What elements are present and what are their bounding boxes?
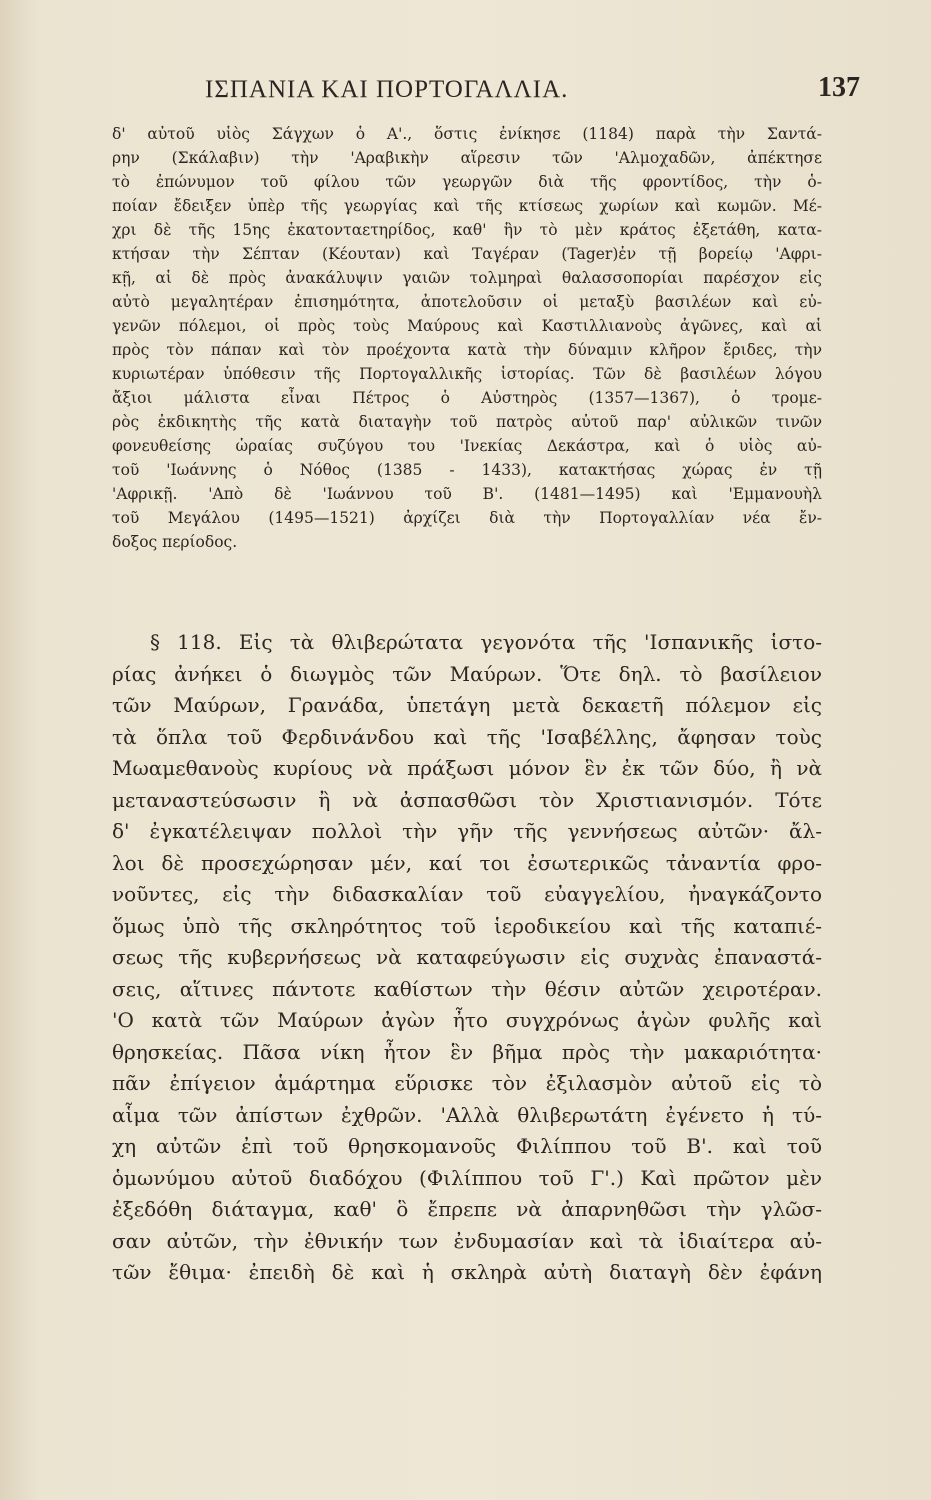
page-number: 137: [818, 72, 860, 103]
text-line: χη αὐτῶν ἐπὶ τοῦ θρησκομανοῦς Φιλίππου τοῦ Β'. καὶ τοῦ: [112, 1134, 822, 1158]
text-line: τῶν ἔθιμα· ἐπειδὴ δὲ καὶ ἡ σκληρὰ αὐτὴ διαταγὴ δὲν ἐφάνη: [112, 1260, 822, 1284]
text-line: θρησκείας. Πᾶσα νίκη ἦτον ἓν βῆμα πρὸς τὴν μακαριότητα·: [112, 1039, 822, 1064]
section-118-paragraph: [112, 627, 822, 1289]
text-line: τοῦ 'Ιωάννης ὁ Νόθος (1385 - 1433), κατακτήσας χώρας ἐν τῇ: [112, 461, 822, 479]
text-line: γενῶν πόλεμοι, οἱ πρὸς τοὺς Μαύρους καὶ Καστιλλιανοὺς ἀγῶνες, καὶ αἱ: [112, 317, 822, 335]
text-line: 'Ο κατὰ τῶν Μαύρων ἀγὼν ἦτο συγχρόνως ἀγὼν φυλῆς καὶ: [112, 1008, 822, 1032]
text-line: τῶν Μαύρων, Γρανάδα, ὑπετάγη μετὰ δεκαετῆ πόλεμον εἰς: [112, 693, 822, 717]
text-line: 'Αφρικῇ. 'Απὸ δὲ 'Ιωάννου τοῦ Β'. (1481—1495) καὶ 'Εμμανουὴλ: [112, 485, 822, 503]
text-line: αὐτὸ μεγαλητέραν ἐπισημότητα, ἀποτελοῦσιν οἱ μεταξὺ βασιλέων καὶ εὐ-: [112, 293, 822, 311]
text-line: δ' ἐγκατέλειψαν πολλοὶ τὴν γῆν τῆς γεννήσεως αὐτῶν· ἄλ-: [112, 819, 822, 843]
text-line: ρὸς ἐκδικητὴς τῆς κατὰ διαταγὴν τοῦ πατρὸς αὐτοῦ παρ' αὐλικῶν τινῶν: [112, 413, 822, 431]
text-line: § 118. Εἰς τὰ θλιβερώτατα γεγονότα τῆς 'Ισπανικῆς ἱστο-: [150, 630, 822, 654]
text-line: ἐξεδόθη διάταγμα, καθ' ὃ ἔπρεπε νὰ ἀπαρνηθῶσι τὴν γλῶσ-: [112, 1197, 822, 1221]
text-line: ὁμωνύμου αὐτοῦ διαδόχου (Φιλίππου τοῦ Γ'.) Καὶ πρῶτον μὲν: [112, 1165, 822, 1190]
text-line: ρην (Σκάλαβιν) τὴν 'Αραβικὴν αἵρεσιν τῶν 'Αλμοχαδῶν, ἀπέκτησε: [112, 149, 822, 167]
text-line: σαν αὐτῶν, τὴν ἐθνικήν των ἐνδυμασίαν καὶ τὰ ἰδιαίτερα αὐ-: [112, 1228, 822, 1253]
text-line: νοῦντες, εἰς τὴν διδασκαλίαν τοῦ εὐαγγελίου, ἠναγκάζοντο: [112, 882, 822, 906]
text-line: φονευθείσης ὡραίας συζύγου του 'Ινεκίας Δεκάστρα, καὶ ὁ υἱὸς αὐ-: [112, 437, 822, 455]
text-line: λοι δὲ προσεχώρησαν μέν, καί τοι ἐσωτερικῶς τἀναντία φρο-: [112, 850, 822, 875]
text-line: πᾶν ἐπίγειον ἁμάρτημα εὕρισκε τὸν ἐξιλασμὸν αὐτοῦ εἰς τὸ: [112, 1071, 822, 1095]
small-print-paragraph: [112, 122, 822, 554]
running-title: ΙΣΠΑΝΙΑ ΚΑΙ ΠΟΡΤΟΓΑΛΛΙΑ.: [205, 76, 569, 103]
text-line: ἄξιοι μάλιστα εἶναι Πέτρος ὁ Αὐστηρὸς (1357—1367), ὁ τρομε-: [112, 389, 822, 407]
text-line: τὸ ἐπώνυμον τοῦ φίλου τῶν γεωργῶν διὰ τῆς φροντίδος, τὴν ὁ-: [112, 173, 822, 191]
text-line: ὅμως ὑπὸ τῆς σκληρότητος τοῦ ἱεροδικείου καὶ τῆς καταπιέ-: [112, 913, 822, 938]
text-line: δοξος περίοδος.: [112, 533, 238, 551]
text-line: χρι δὲ τῆς 15ης ἑκατονταετηρίδος, καθ' ἣν τὸ μὲν κράτος ἐξετάθη, κατα-: [112, 221, 822, 239]
text-line: αἷμα τῶν ἀπίστων ἐχθρῶν. 'Αλλὰ θλιβερωτάτη ἐγένετο ἡ τύ-: [112, 1102, 822, 1127]
text-line: τοῦ Μεγάλου (1495—1521) ἀρχίζει διὰ τὴν Πορτογαλλίαν νέα ἔν-: [112, 509, 822, 527]
text-line: Μωαμεθανοὺς κυρίους νὰ πράξωσι μόνον ἓν ἐκ τῶν δύο, ἢ νὰ: [112, 756, 822, 780]
text-line: κτήσαν τὴν Σέπταν (Κέουταν) καὶ Ταγέραν (Tager)ἐν τῇ βορείῳ 'Αφρι-: [112, 245, 822, 263]
text-line: πρὸς τὸν πάπαν καὶ τὸν προέχοντα κατὰ τὴν δύναμιν κλῆρον ἔριδες, τὴν: [112, 341, 822, 359]
text-line: μεταναστεύσωσιν ἢ νὰ ἀσπασθῶσι τὸν Χριστιανισμόν. Τότε: [112, 787, 822, 812]
text-line: δ' αὐτοῦ υἱὸς Σάγχων ὁ Α'., ὅστις ἐνίκησε (1184) παρὰ τὴν Σαντά-: [112, 125, 822, 143]
text-line: κῇ, αἱ δὲ πρὸς ἀνακάλυψιν γαιῶν τολμηραὶ θαλασσοπορίαι παρέσχον εἰς: [112, 269, 822, 287]
text-line: κυριωτέραν ὑπόθεσιν τῆς Πορτογαλλικῆς ἱστορίας. Τῶν δὲ βασιλέων λόγου: [112, 365, 822, 383]
text-line: σεως τῆς κυβερνήσεως νὰ καταφεύγωσιν εἰς συχνὰς ἐπαναστά-: [112, 945, 822, 969]
text-line: σεις, αἵτινες πάντοτε καθίστων τὴν θέσιν αὐτῶν χειροτέραν.: [112, 976, 822, 1001]
text-line: τὰ ὅπλα τοῦ Φερδινάνδου καὶ τῆς 'Ισαβέλλης, ἄφησαν τοὺς: [112, 724, 822, 749]
text-line: ποίαν ἔδειξεν ὑπὲρ τῆς γεωργίας καὶ τῆς κτίσεως χωρίων καὶ κωμῶν. Μέ-: [112, 197, 822, 215]
page-header: [0, 70, 931, 110]
text-line: ρίας ἀνήκει ὁ διωγμὸς τῶν Μαύρων. Ὅτε δηλ. τὸ βασίλειον: [112, 661, 822, 686]
